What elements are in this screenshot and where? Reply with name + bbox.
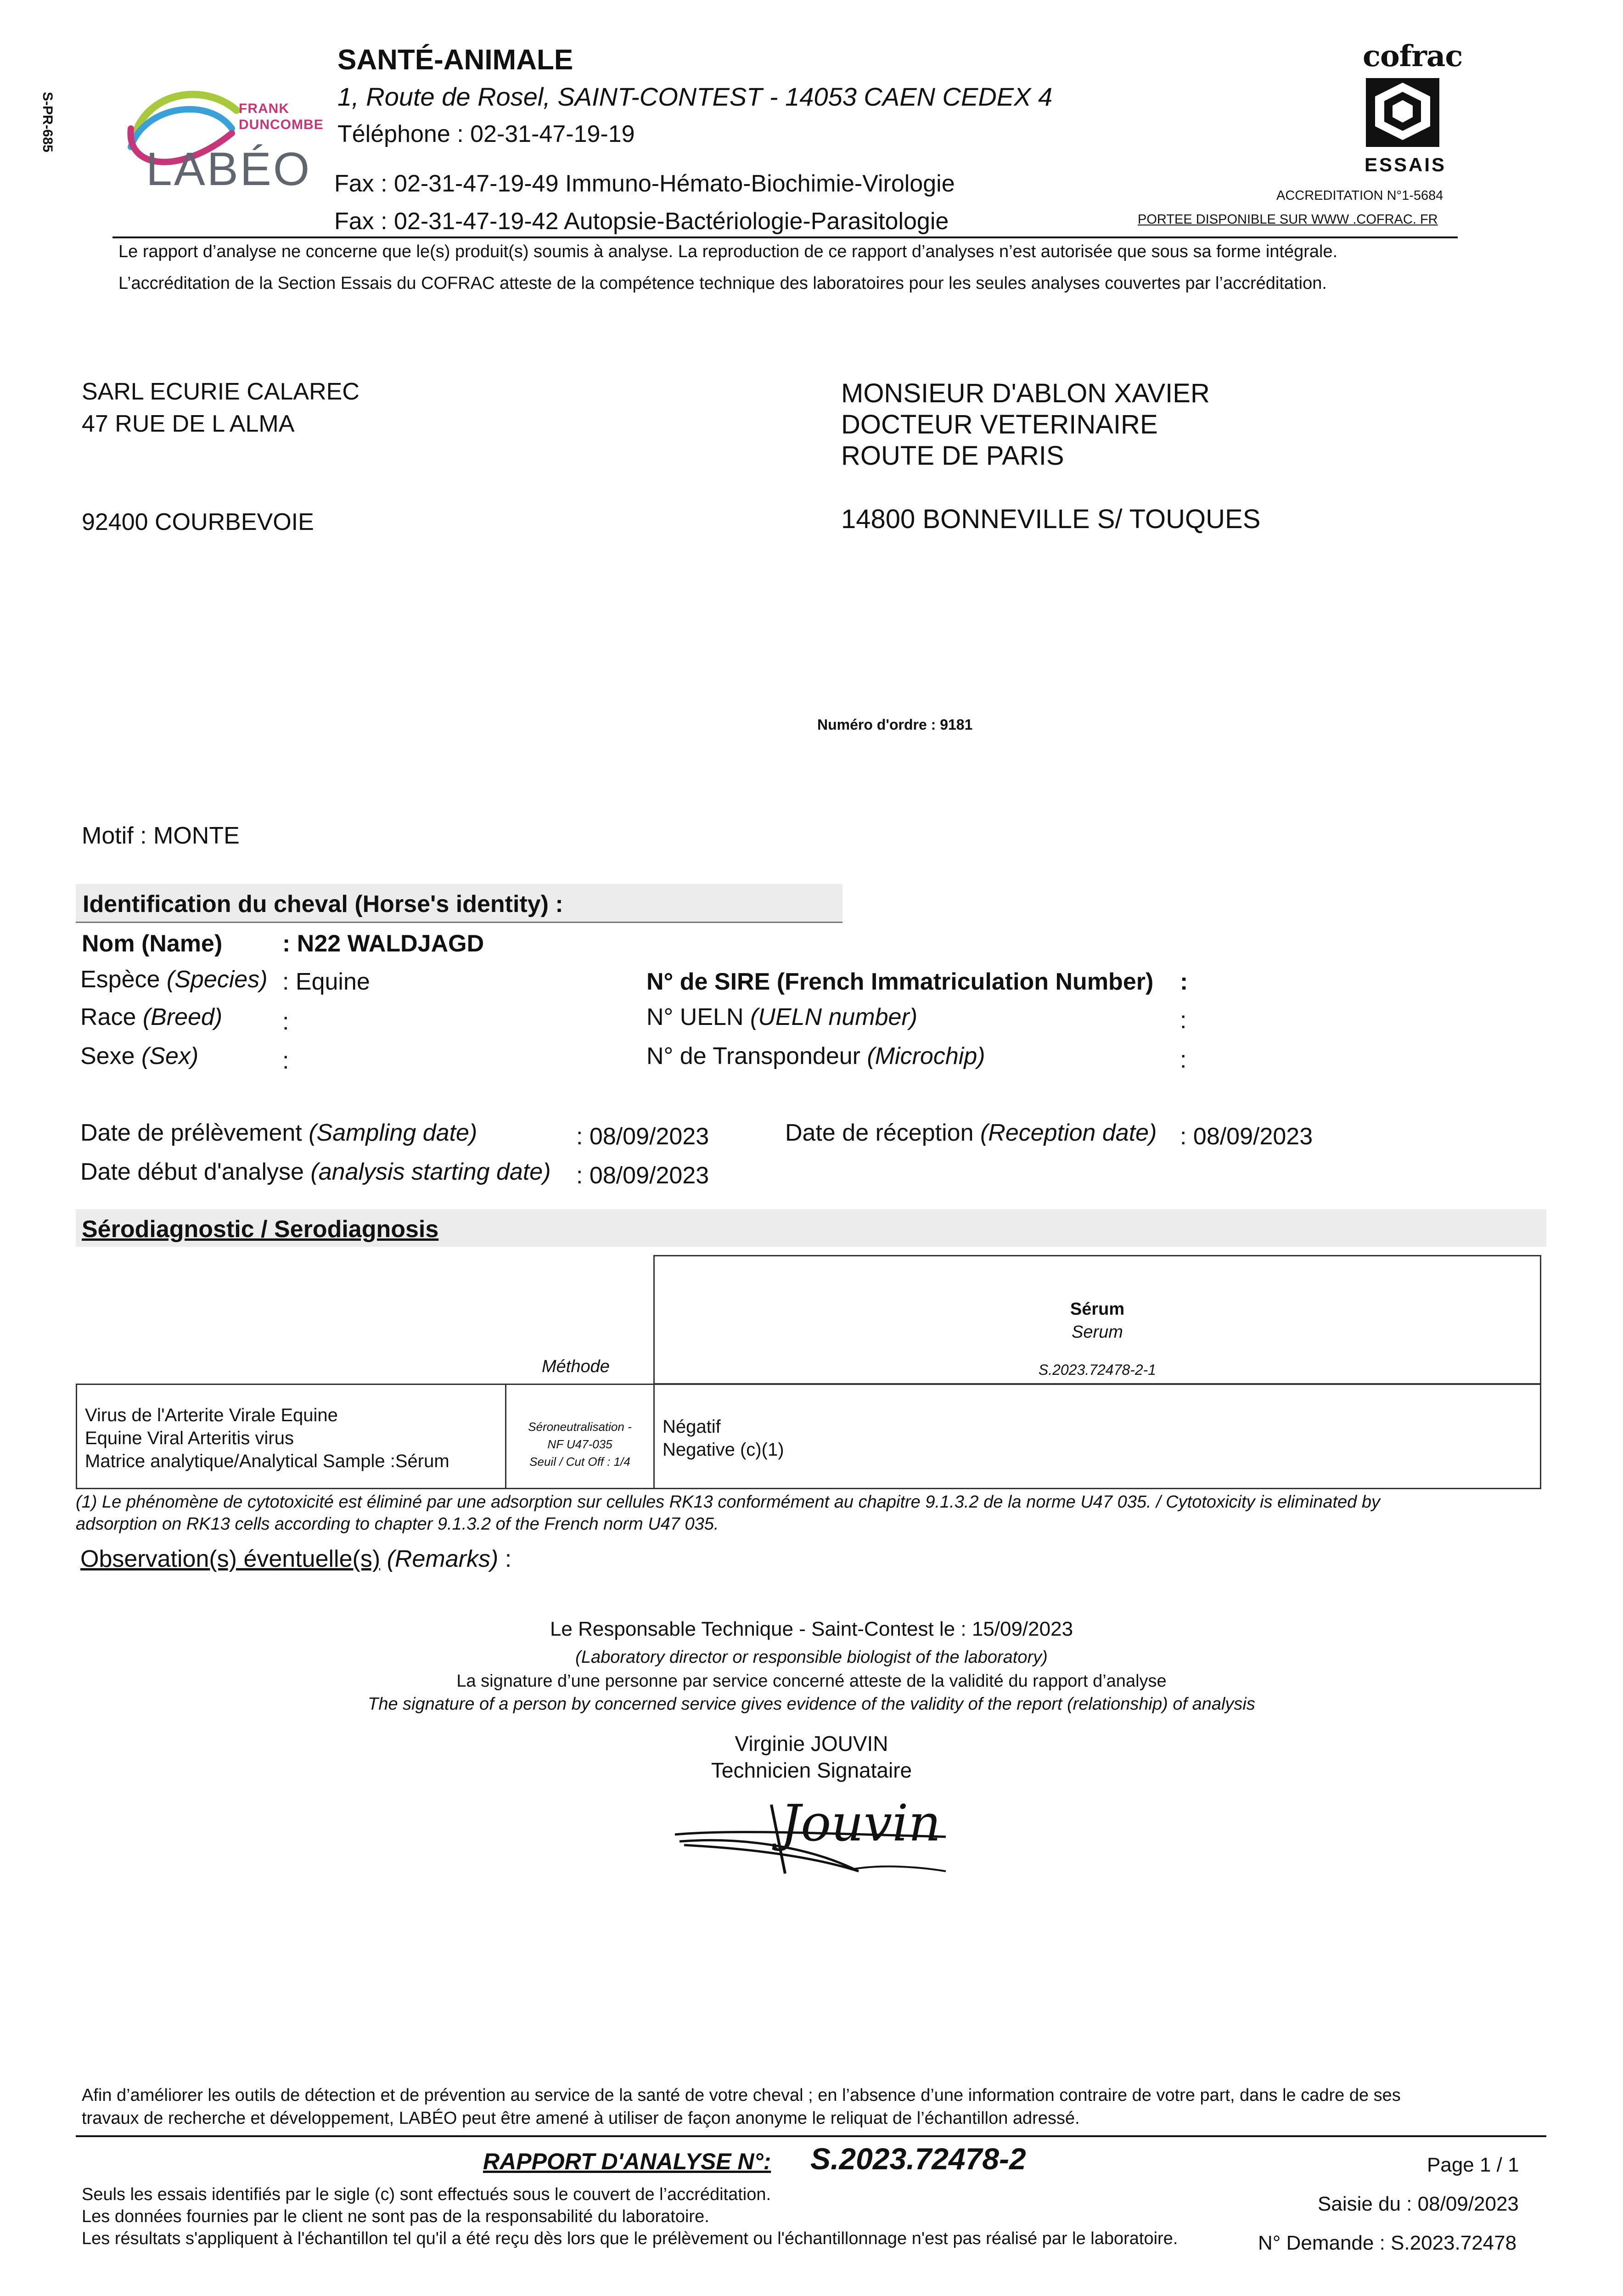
cofrac-logo-text: cofrac [1363,39,1463,73]
table-row [76,1384,1541,1489]
species-label [80,966,268,993]
footnote-line-2: adsorption on RK13 cells according to chapter 9.1.3.2 of the French norm U47 035. [76,1514,719,1534]
order-number: Numéro d'ordre : 9181 [817,716,973,733]
chip-label-fr: N° de Transpondeur [646,1043,860,1069]
sero-section-title: Sérodiagnostic / Serodiagnosis [82,1216,439,1243]
cofrac-hexagon-icon [1361,73,1453,156]
method-header: Méthode [542,1357,610,1376]
signature-responsible: Le Responsable Technique - Saint-Contest le : 15/09/2023 [550,1618,1073,1640]
start-date-label-fr: Date début d'analyse [80,1159,304,1185]
reception-date-label-en: (Reception date) [980,1120,1157,1146]
ueln-label-fr: N° UELN [646,1004,744,1030]
table-col-divider-1 [505,1384,506,1489]
owner-city: 92400 COURBEVOIE [82,509,314,535]
ueln-label-en: (UELN number) [750,1004,918,1030]
owner-street: 47 RUE DE L ALMA [82,411,295,437]
owner-name: SARL ECURIE CALAREC [82,378,359,405]
sex-label [80,1042,198,1070]
chip-value: : [1180,1047,1187,1073]
signature-handwriting: Jouvin [781,1794,941,1852]
disclaimer-line-1: Le rapport d’analyse ne concerne que le(s) produit(s) soumis à analyse. La reproduction de ce rapport d’analyses n’est autorisée que sous sa forme intégrale. [118,242,1338,261]
page-number: Page 1 / 1 [1427,2154,1519,2176]
reception-date-label-fr: Date de réception [785,1120,974,1146]
signature-responsible-en: (Laboratory director or responsible biologist of the laboratory) [575,1648,1048,1667]
method-line-3: Seuil / Cut Off : 1/4 [529,1455,630,1469]
sex-label-fr: Sexe [80,1043,135,1069]
remarks-label [80,1545,511,1573]
ueln-value: : [1180,1007,1187,1034]
legal-line-1: Seuls les essais identifiés par le sigle (c) sont effectués sous le couvert de l’accréditation. [82,2185,771,2204]
horse-name-label: Nom (Name) [82,930,223,957]
sire-value: : [1180,968,1188,995]
logo-duncombe: DUNCOMBE [239,117,324,132]
vet-title: DOCTEUR VETERINAIRE [841,410,1158,439]
analyte-name-fr: Virus de l'Arterite Virale Equine [85,1405,338,1425]
report-number-label: RAPPORT D'ANALYSE N°: [483,2149,771,2174]
breed-value: : [282,1008,289,1035]
horse-section-title: Identification du cheval (Horse's identity) : [83,891,563,917]
sample-header-fr: Sérum [1070,1300,1125,1319]
breed-label-fr: Race [80,1004,136,1030]
start-date-label [80,1158,551,1186]
sex-value: : [282,1047,289,1074]
legal-line-2: Les données fournies par le client ne sont pas de la responsabilité du laboratoire. [82,2207,709,2226]
sampling-date-value: : 08/09/2023 [576,1123,709,1150]
signatory-role: Technicien Signataire [711,1758,912,1782]
motif: Motif : MONTE [82,822,240,849]
cofrac-accreditation: ACCREDITATION N°1-5684 [1276,188,1443,203]
vet-street: ROUTE DE PARIS [841,441,1064,471]
legal-line-3: Les résultats s'appliquent à l'échantillon tel qu'il a été reçu dès lors que le prélèvement ou l'échantillonnage n'est pas réalisé par le laboratoire. [82,2229,1178,2248]
signature-validity-en: The signature of a person by concerned service gives evidence of the validity of the report (relationship) of analysis [368,1694,1255,1714]
footer-notice-2: travaux de recherche et développement, LABÉO peut être amené à utiliser de façon anonyme le reliquat de l’échantillon adressé. [82,2109,1080,2128]
footnote-line-1: (1) Le phénomène de cytotoxicité est éliminé par une adsorption sur cellules RK13 conformément au chapitre 9.1.3.2 de la norme U47 035. / Cytotoxicity is eliminated by [76,1492,1380,1512]
sex-label-en: (Sex) [141,1043,199,1069]
sampling-date-label-fr: Date de prélèvement [80,1120,302,1146]
sire-label: N° de SIRE (French Immatriculation Number) [646,968,1154,995]
result-en: Negative (c)(1) [663,1440,784,1460]
start-date-label-en: (analysis starting date) [310,1159,551,1185]
analyte-name-en: Equine Viral Arteritis virus [85,1428,294,1448]
species-value: : Equine [282,968,370,995]
vet-name: MONSIEUR D'ABLON XAVIER [841,378,1210,408]
sampling-date-label [80,1119,477,1147]
sampling-date-label-en: (Sampling date) [309,1120,477,1146]
vet-city: 14800 BONNEVILLE S/ TOUQUES [841,504,1261,534]
chip-label-en: (Microchip) [867,1043,985,1069]
analyte-matrix: Matrice analytique/Analytical Sample :Sérum [85,1451,449,1471]
document-code: S-PR-685 [40,92,55,152]
result-fr: Négatif [663,1417,721,1437]
report-number: S.2023.72478-2 [810,2142,1026,2176]
signatory-name: Virginie JOUVIN [735,1732,888,1756]
header-rule [112,236,1458,238]
reception-date-value: : 08/09/2023 [1180,1123,1313,1150]
breed-label-en: (Breed) [142,1004,223,1030]
remarks-colon: : [505,1546,512,1572]
lab-name: SANTÉ-ANIMALE [337,44,573,76]
sample-header-en: Serum [1072,1322,1123,1342]
cofrac-scope-link[interactable]: PORTEE DISPONIBLE SUR WWW .COFRAC. FR [1138,212,1438,227]
ueln-label [646,1003,917,1031]
signature-validity-fr: La signature d’une personne par service concerné atteste de la validité du rapport d’analyse [456,1671,1167,1691]
lab-phone: Téléphone : 02-31-47-19-19 [337,121,635,147]
lab-fax-1: Fax : 02-31-47-19-49 Immuno-Hémato-Biochimie-Virologie [334,170,955,197]
logo-frank: FRANK [239,101,289,116]
cofrac-essais: ESSAIS [1365,154,1447,175]
footer-rule [76,2135,1546,2137]
lab-address: 1, Route de Rosel, SAINT-CONTEST - 14053 CAEN CEDEX 4 [337,82,1053,111]
remarks-label-fr: Observation(s) éventuelle(s) [80,1546,381,1572]
entry-date: Saisie du : 08/09/2023 [1318,2193,1519,2215]
species-label-en: (Species) [166,966,268,993]
lab-fax-2: Fax : 02-31-47-19-42 Autopsie-Bactériologie-Parasitologie [334,208,949,235]
sample-id: S.2023.72478-2-1 [1038,1362,1157,1378]
remarks-label-en: (Remarks) [387,1546,499,1572]
reception-date-label [785,1119,1157,1147]
start-date-value: : 08/09/2023 [576,1162,709,1189]
method-line-1: Séroneutralisation - [528,1420,632,1434]
handwritten-signature [670,1786,955,1883]
method-line-2: NF U47-035 [547,1437,612,1451]
chip-label [646,1042,985,1070]
request-number: N° Demande : S.2023.72478 [1258,2232,1517,2254]
horse-name-value: : N22 WALDJAGD [282,930,484,957]
logo-brand: LABÉO [146,143,312,195]
species-label-fr: Espèce [80,966,160,993]
footer-notice-1: Afin d’améliorer les outils de détection et de prévention au service de la santé de votre cheval ; en l’absence d’une information contraire de votre part, dans le cadre de ses [82,2086,1401,2105]
table-col-divider-2 [653,1384,655,1489]
disclaimer-line-2: L’accréditation de la Section Essais du COFRAC atteste de la compétence technique des laboratoires pour les seules analyses couvertes par l’accréditation. [118,274,1327,293]
breed-label [80,1003,222,1031]
